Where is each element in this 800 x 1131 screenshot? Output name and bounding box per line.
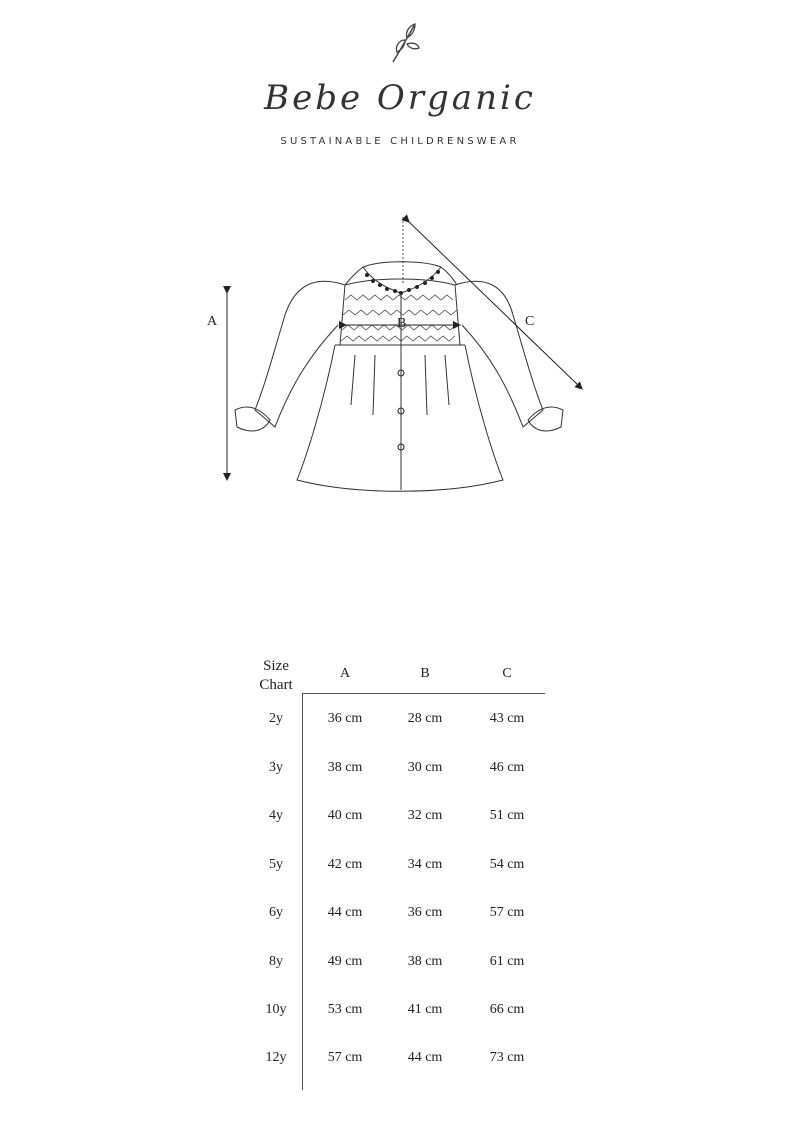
measure-a-cell: 49 cm (327, 954, 363, 969)
measure-c-cell: 61 cm (489, 954, 525, 969)
measure-c-cell: 73 cm (489, 1050, 525, 1065)
table-row (245, 954, 565, 974)
column-header-b: B (420, 666, 430, 681)
table-row (245, 760, 565, 780)
size-cell: 6y (269, 905, 283, 920)
table-row (245, 808, 565, 828)
table-header-divider (302, 693, 545, 694)
size-chart-corner-label (245, 657, 307, 695)
size-cell: 3y (269, 760, 283, 775)
measure-a-cell: 36 cm (327, 711, 363, 726)
size-cell: 10y (265, 1002, 287, 1017)
measure-c-cell: 66 cm (489, 1002, 525, 1017)
table-row (245, 1002, 565, 1022)
table-row (245, 905, 565, 925)
table-row (245, 711, 565, 731)
corner-line-1: Size (263, 658, 289, 674)
corner-line-2: Chart (259, 677, 293, 693)
size-cell: 8y (269, 954, 283, 969)
measure-c-cell: 54 cm (489, 857, 525, 872)
measure-label-c: C (525, 314, 535, 329)
measure-b-cell: 32 cm (407, 808, 443, 823)
measure-a-cell: 57 cm (327, 1050, 363, 1065)
measure-b-cell: 36 cm (407, 905, 443, 920)
brand-tagline: SUSTAINABLE CHILDRENSWEAR (280, 136, 520, 147)
size-cell: 4y (269, 808, 283, 823)
size-cell: 12y (265, 1050, 287, 1065)
table-row (245, 857, 565, 877)
measure-b-cell: 30 cm (407, 760, 443, 775)
measure-b-cell: 44 cm (407, 1050, 443, 1065)
leaf-sprig-icon (385, 18, 425, 66)
measure-a-cell: 42 cm (327, 857, 363, 872)
measure-a-cell: 44 cm (327, 905, 363, 920)
column-header-c: C (502, 666, 512, 681)
measure-a-cell: 40 cm (327, 808, 363, 823)
measure-c-cell: 57 cm (489, 905, 525, 920)
measure-label-a: A (207, 314, 218, 329)
measure-b-cell: 28 cm (407, 711, 443, 726)
measure-c-cell: 51 cm (489, 808, 525, 823)
column-header-a: A (339, 666, 351, 681)
size-cell: 2y (269, 711, 283, 726)
measure-c-cell: 46 cm (489, 760, 525, 775)
measure-label-b: B (397, 316, 407, 331)
measure-c-cell: 43 cm (489, 711, 525, 726)
table-size-divider (302, 693, 303, 1090)
garment-diagram (195, 205, 595, 505)
size-cell: 5y (269, 857, 283, 872)
measure-a-cell: 38 cm (327, 760, 363, 775)
measure-b-cell: 41 cm (407, 1002, 443, 1017)
table-row (245, 1050, 565, 1070)
brand-name: Bebe Organic (264, 78, 536, 118)
measure-b-cell: 38 cm (407, 954, 443, 969)
measure-b-cell: 34 cm (407, 857, 443, 872)
measure-a-cell: 53 cm (327, 1002, 363, 1017)
